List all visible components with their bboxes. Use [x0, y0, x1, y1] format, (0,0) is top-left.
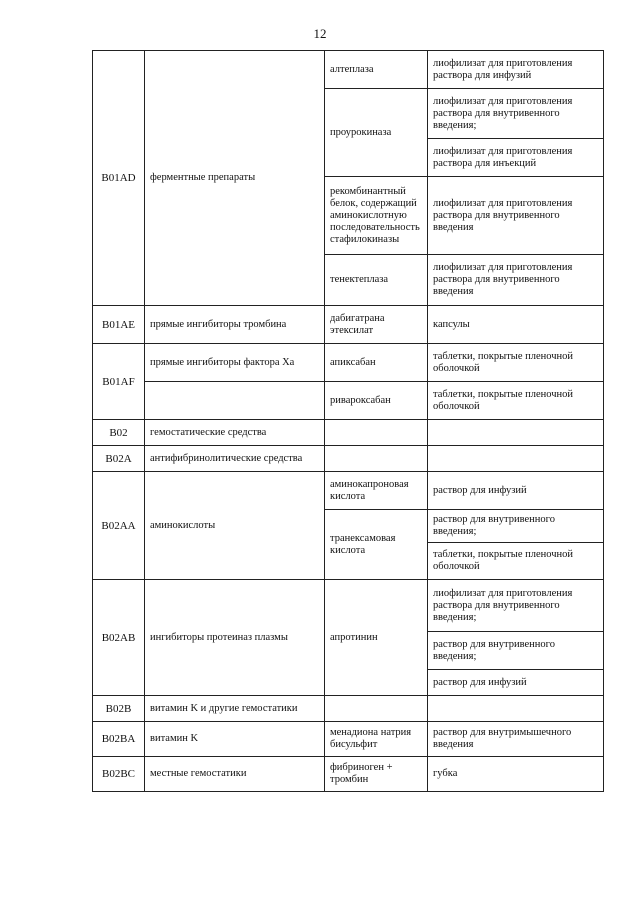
drug-name: транексамовая кислота	[325, 510, 428, 580]
dosage-form: таблетки, покрытые пленочной оболочкой	[428, 382, 604, 420]
table-row	[93, 722, 604, 757]
dosage-form-empty	[428, 446, 604, 472]
table-row	[93, 446, 604, 472]
atc-code: B02B	[93, 696, 145, 722]
drug-name: проурокиназа	[325, 89, 428, 177]
dosage-form: раствор для инфузий	[428, 670, 604, 696]
drug-table	[92, 50, 604, 792]
table-row	[93, 696, 604, 722]
dosage-form: таблетки, покрытые пленочной оболочкой	[428, 344, 604, 382]
table-row	[93, 382, 604, 420]
drug-name: ривароксабан	[325, 382, 428, 420]
group-name: прямые ингибиторы тромбина	[145, 306, 325, 344]
table-row	[93, 306, 604, 344]
dosage-form: лиофилизат для приготовления раствора для внутривенного введения	[428, 255, 604, 306]
atc-code: B01AF	[93, 344, 145, 420]
drug-name: аминокапроновая кислота	[325, 472, 428, 510]
group-name: антифибринолитические средства	[145, 446, 325, 472]
dosage-form: капсулы	[428, 306, 604, 344]
page-number: 12	[313, 26, 327, 41]
atc-code: B02BC	[93, 757, 145, 792]
group-name-empty	[145, 382, 325, 420]
group-name: ферментные препараты	[145, 51, 325, 306]
atc-code: B02AB	[93, 580, 145, 696]
table-row	[93, 344, 604, 382]
table-row	[93, 757, 604, 792]
dosage-form: раствор для внутривенного введения;	[428, 510, 604, 543]
atc-code: B02BA	[93, 722, 145, 757]
table-row	[93, 51, 604, 89]
atc-code: B02	[93, 420, 145, 446]
group-name: аминокислоты	[145, 472, 325, 580]
dosage-form: лиофилизат для приготовления раствора для инфузий	[428, 51, 604, 89]
table-row	[93, 420, 604, 446]
table-row	[93, 472, 604, 510]
drug-name-empty	[325, 446, 428, 472]
drug-name-empty	[325, 420, 428, 446]
drug-name: алтеплаза	[325, 51, 428, 89]
dosage-form: губка	[428, 757, 604, 792]
drug-name: апротинин	[325, 580, 428, 696]
group-name: гемостатические средства	[145, 420, 325, 446]
dosage-form: раствор для инфузий	[428, 472, 604, 510]
atc-code: B01AD	[93, 51, 145, 306]
atc-code: B02A	[93, 446, 145, 472]
dosage-form: раствор для внутривенного введения;	[428, 632, 604, 670]
dosage-form: лиофилизат для приготовления раствора для внутривенного введения	[428, 177, 604, 255]
dosage-form-empty	[428, 696, 604, 722]
drug-name-empty	[325, 696, 428, 722]
atc-code: B01AE	[93, 306, 145, 344]
atc-code: B02AA	[93, 472, 145, 580]
drug-name: апиксабан	[325, 344, 428, 382]
dosage-form-empty	[428, 420, 604, 446]
drug-name: менадиона натрия бисульфит	[325, 722, 428, 757]
group-name: витамин K и другие гемостатики	[145, 696, 325, 722]
drug-name: рекомбинантный белок, содержащий аминокислотную последовательность стафилокиназы	[325, 177, 428, 255]
drug-name: тенектеплаза	[325, 255, 428, 306]
dosage-form: лиофилизат для приготовления раствора для внутривенного введения;	[428, 580, 604, 632]
drug-name: дабигатрана этексилат	[325, 306, 428, 344]
drug-name: фибриноген + тромбин	[325, 757, 428, 792]
group-name: витамин K	[145, 722, 325, 757]
group-name: прямые ингибиторы фактора Xa	[145, 344, 325, 382]
dosage-form: лиофилизат для приготовления раствора для инъекций	[428, 139, 604, 177]
group-name: ингибиторы протеиназ плазмы	[145, 580, 325, 696]
dosage-form: таблетки, покрытые пленочной оболочкой	[428, 543, 604, 580]
dosage-form: раствор для внутримышечного введения	[428, 722, 604, 757]
group-name: местные гемостатики	[145, 757, 325, 792]
table-row	[93, 580, 604, 632]
dosage-form: лиофилизат для приготовления раствора для внутривенного введения;	[428, 89, 604, 139]
